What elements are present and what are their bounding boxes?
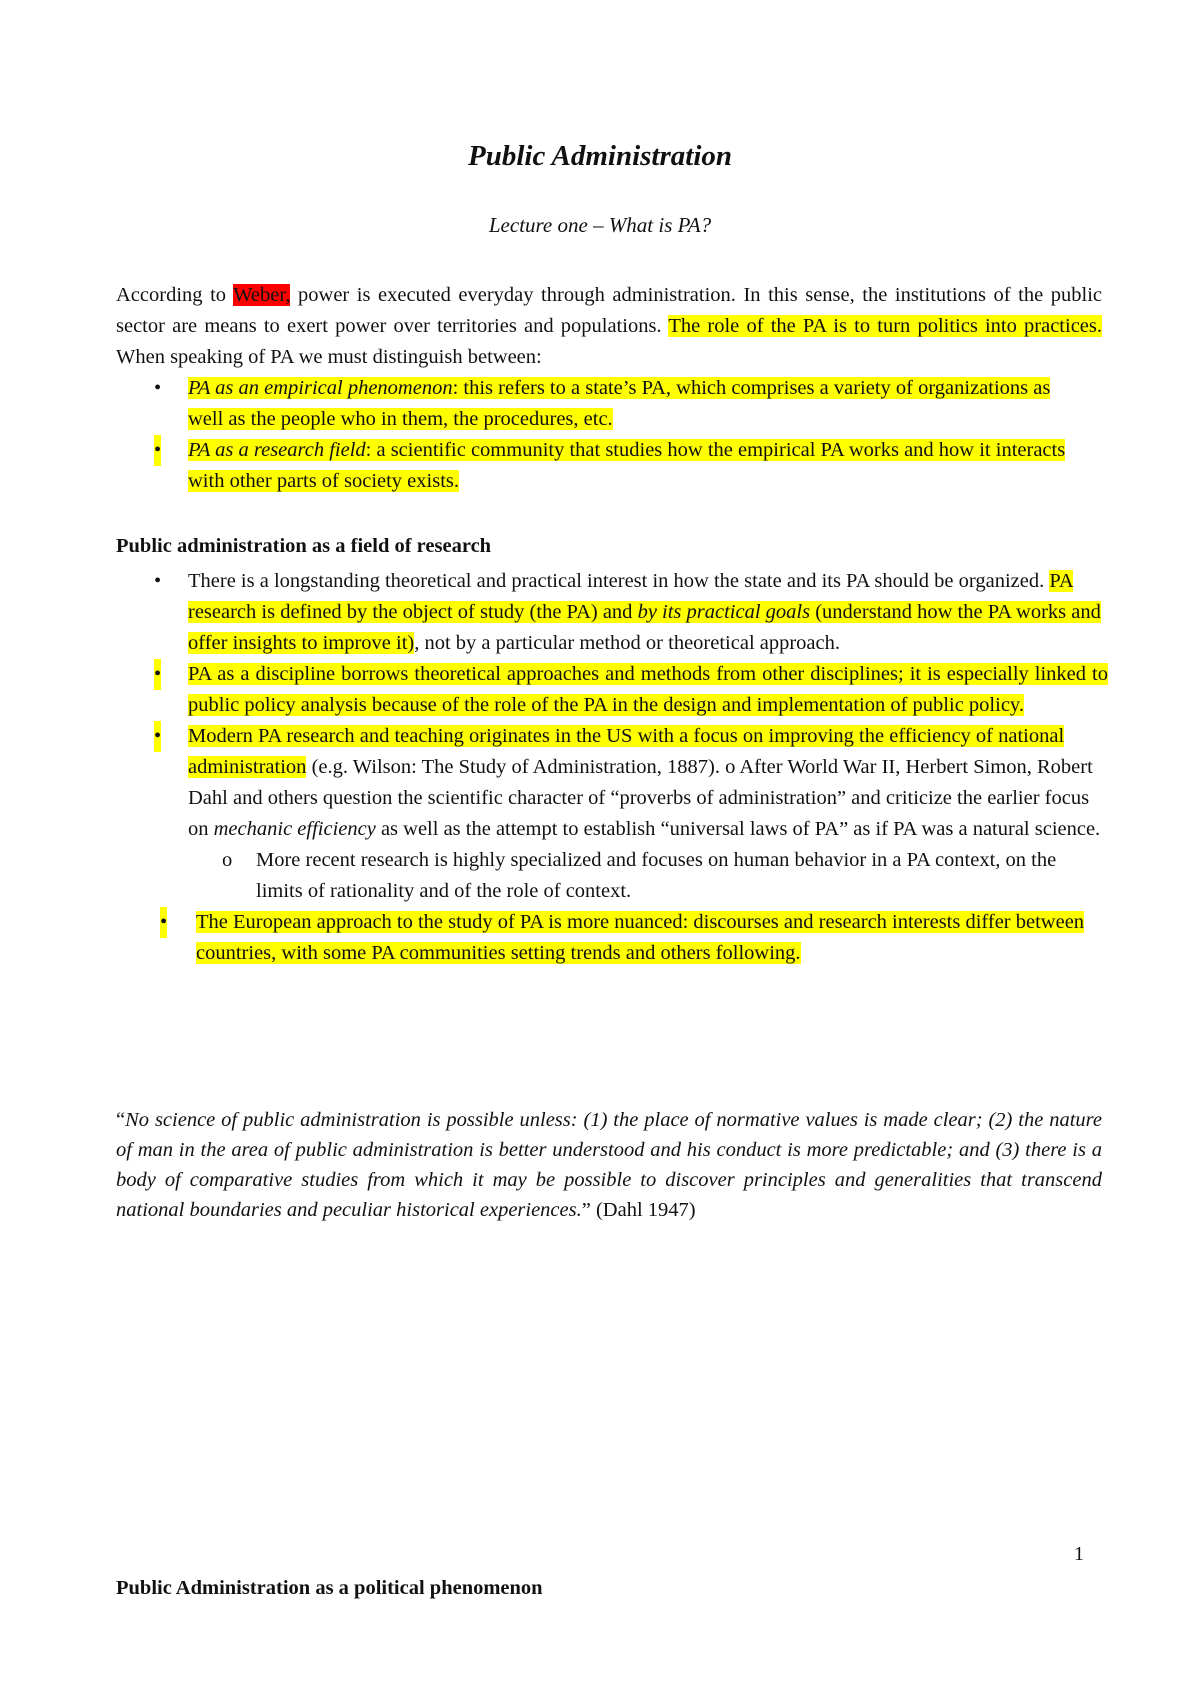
bullet-icon: • xyxy=(154,377,162,399)
bullet-icon: • xyxy=(154,435,161,466)
document-title: Public Administration xyxy=(467,140,733,172)
list-item-text: (e.g. Wilson: The Study of Administration, 1887). o After World War II, Herbert Simon, Robert Dahl and others question the scientific character of “proverbs of administration” and criticize the earlier focus on xyxy=(188,756,1093,840)
document-subtitle: Lecture one – What is PA? xyxy=(488,213,712,237)
list-item xyxy=(116,721,1108,845)
intro-text-1: According to xyxy=(116,284,234,306)
list-item-text: More recent research is highly specialized and focuses on human behavior in a PA context, on the limits of rationality and of the role of context. xyxy=(256,849,1057,902)
intro-paragraph xyxy=(116,280,1102,373)
list-item-text: PA as a discipline borrows theoretical approaches and methods from other disciplines; it is especially linked to public policy analysis because of the role of the PA in the design and implementation of public policy. xyxy=(188,663,1108,716)
list-item-emphasis: mechanic efficiency xyxy=(213,818,376,840)
bullet-icon: • xyxy=(154,570,162,592)
list-item-text: PA research is defined by the object of study (the PA) and xyxy=(188,570,1073,623)
sub-bullet-icon: o xyxy=(222,849,233,871)
list-item-emphasis: PA as an empirical phenomenon xyxy=(188,377,453,399)
list-item-text: , not by a particular method or theoretical approach. xyxy=(414,632,841,654)
sub-list-item xyxy=(116,845,1108,907)
bullet-icon: • xyxy=(160,907,167,938)
intro-highlight: The role of the PA is to turn politics into practices. xyxy=(668,315,1102,337)
dahl-quote xyxy=(116,1105,1102,1225)
bullet-icon: • xyxy=(154,721,161,752)
list-item-text: There is a longstanding theoretical and practical interest in how the state and its PA should be organized. xyxy=(188,570,1050,592)
research-field-list xyxy=(116,566,1108,969)
list-item-emphasis: PA as a research field xyxy=(188,439,366,461)
quote-text: No science of public administration is possible unless: (1) the place of normative values is made clear; (2) the nature of man in the area of public administration is better understood and his conduct is more predictable; and (3) there is a body of comparative studies from which it may be possible to discover principles and generalities that transcend national boundaries and peculiar historical experiences. xyxy=(116,1109,1102,1221)
list-item xyxy=(116,907,1108,969)
quote-open: “ xyxy=(116,1109,126,1131)
list-item-text: : this refers to a state’s PA, which comprises a variety of organizations as well as the people who in them, the procedures, etc. xyxy=(188,377,1051,430)
pa-definition-list xyxy=(116,373,1076,497)
list-item xyxy=(116,566,1108,659)
section-heading: Public administration as a field of research xyxy=(116,535,492,557)
list-item-highlight: Modern PA research and teaching originates in the US with a focus on improving the efficiency of national administration xyxy=(188,725,1065,778)
list-item-emphasis: by its practical goals xyxy=(637,601,811,623)
weber-highlight: Weber, xyxy=(233,284,291,306)
next-section-heading: Public Administration as a political phenomenon xyxy=(116,1577,543,1599)
list-item xyxy=(116,373,1076,435)
list-item xyxy=(116,659,1108,721)
intro-text-4: When speaking of PA we must distinguish between: xyxy=(116,346,542,368)
quote-citation: ” (Dahl 1947) xyxy=(581,1199,696,1221)
list-item-text: (understand how the PA works and offer insights to improve it) xyxy=(188,601,1101,654)
list-item xyxy=(116,435,1076,497)
bullet-icon: • xyxy=(154,659,161,690)
page-number: 1 xyxy=(1074,1543,1084,1565)
list-item-text: : a scientific community that studies how the empirical PA works and how it interacts with other parts of society exists. xyxy=(188,439,1066,492)
list-item-text: as well as the attempt to establish “universal laws of PA” as if PA was a natural science. xyxy=(375,818,1101,840)
list-item-text: The European approach to the study of PA is more nuanced: discourses and research interests differ between countries, with some PA communities setting trends and others following. xyxy=(196,911,1085,964)
intro-text-2: power is executed everyday through administration. In this sense, the institutions of the public sector are means to exert power over territories and populations. xyxy=(116,284,1102,337)
